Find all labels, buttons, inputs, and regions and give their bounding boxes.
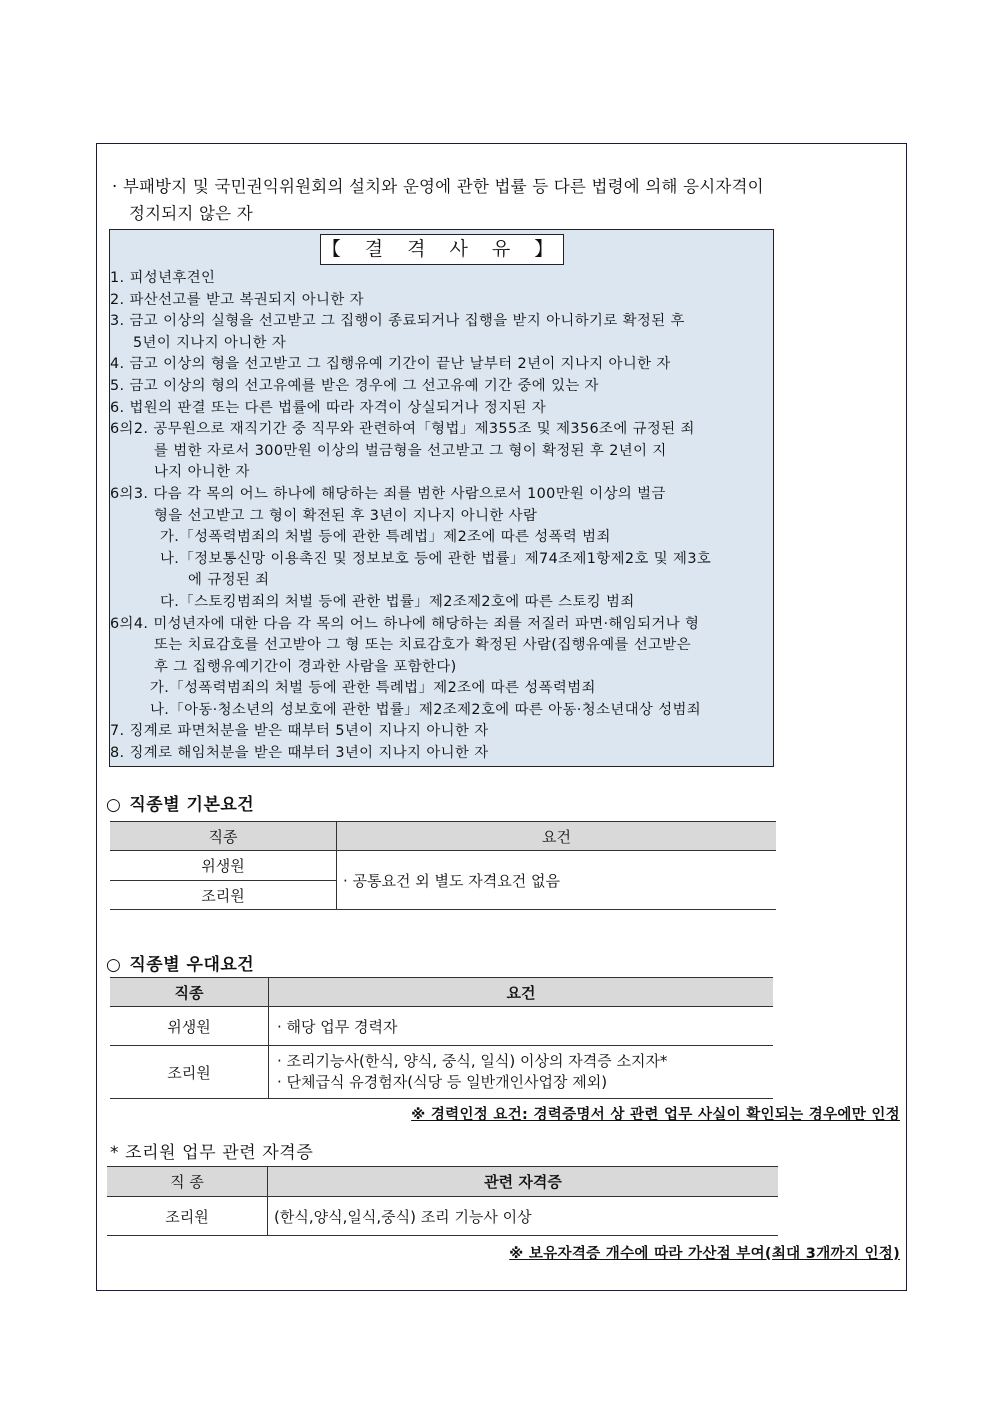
intro-line-1: · 부패방지 및 국민권익위원회의 설치와 운영에 관한 법률 등 다른 법령에 의해 응시자격이	[112, 177, 764, 196]
column-header-requirement: 요건	[337, 822, 777, 851]
eligibility-intro	[112, 173, 902, 227]
list-item: 나.「정보통신망 이용촉진 및 정보보호 등에 관한 법률」제74조제1항제2호 및 제3호	[160, 550, 712, 567]
requirement-line: · 단체급식 유경험자(식당 등 일반개인사업장 제외)	[277, 1073, 608, 1091]
job-cell: 위생원	[110, 1007, 269, 1046]
list-item: 가.「성폭력범죄의 처벌 등에 관한 특례법」제2조에 따른 성폭력 범죄	[160, 529, 611, 546]
column-header-cert: 관련 자격증	[268, 1167, 779, 1197]
list-item: 6의4. 미성년자에 대한 다음 각 목의 어느 하나에 해당하는 죄를 저질러 파면·해임되거나 형	[110, 615, 700, 632]
list-item: 5년이 지나지 아니한 자	[133, 334, 287, 351]
job-cell: 조리원	[110, 881, 337, 910]
list-item: 또는 치료감호를 선고받아 그 형 또는 치료감호가 확정된 사람(집행유예를 선고받은	[154, 637, 692, 654]
requirement-cell	[269, 1046, 774, 1099]
intro-line-2: 정지되지 않은 자	[129, 204, 253, 223]
bonus-note: ※ 보유자격증 개수에 따라 가산점 부여(최대 3개까지 인정)	[509, 1246, 900, 1262]
list-item: 다.「스토킹범죄의 처벌 등에 관한 법률」제2조제2호에 따른 스토킹 범죄	[160, 593, 635, 610]
column-header-requirement: 요건	[269, 978, 774, 1007]
circle-bullet-icon: ○	[106, 795, 122, 815]
list-item: 를 범한 자로서 300만원 이상의 벌금형을 선고받고 그 형이 확정된 후 2년이 지	[154, 442, 667, 459]
section-title: 직종별 기본요건	[129, 795, 255, 815]
cert-table	[107, 1166, 778, 1236]
list-item: 에 규정된 죄	[188, 572, 270, 589]
section-title: 직종별 우대요건	[129, 955, 255, 975]
preferred-requirements-heading	[106, 950, 254, 975]
list-item: 5. 금고 이상의 형의 선고유예를 받은 경우에 그 선고유예 기간 중에 있는 자	[110, 377, 599, 394]
cert-cell: (한식,양식,일식,중식) 조리 기능사 이상	[268, 1197, 779, 1236]
list-item: 후 그 집행유예기간이 경과한 사람을 포함한다)	[154, 658, 457, 675]
job-cell: 조리원	[107, 1197, 268, 1236]
list-item: 6의3. 다음 각 목의 어느 하나에 해당하는 죄를 범한 사람으로서 100만원 이상의 벌금	[110, 485, 666, 502]
basic-requirements-table	[110, 821, 776, 910]
list-item: 8. 징계로 해임처분을 받은 때부터 3년이 지나지 아니한 자	[110, 745, 489, 762]
basic-requirements-heading	[106, 790, 254, 815]
disqualification-list	[110, 268, 773, 765]
column-header-job: 직종	[110, 822, 337, 851]
experience-note: ※ 경력인정 요건: 경력증명서 상 관련 업무 사실이 확인되는 경우에만 인정	[411, 1107, 900, 1123]
requirement-cell: · 해당 업무 경력자	[269, 1007, 774, 1046]
job-cell: 위생원	[110, 851, 337, 881]
preferred-requirements-table	[110, 977, 773, 1099]
circle-bullet-icon: ○	[106, 955, 122, 975]
list-item: 2. 파산선고를 받고 복권되지 아니한 자	[110, 291, 364, 308]
list-item: 3. 금고 이상의 실형을 선고받고 그 집행이 종료되거나 집행을 받지 아니하기로 확정된 후	[110, 313, 685, 330]
column-header-job: 직 종	[107, 1167, 268, 1197]
list-item: 6의2. 공무원으로 재직기간 중 직무와 관련하여「형법」제355조 및 제356조에 규정된 죄	[110, 421, 695, 438]
cert-section-title: * 조리원 업무 관련 자격증	[110, 1143, 314, 1163]
disqualification-box	[109, 229, 774, 767]
list-item: 6. 법원의 판결 또는 다른 법률에 따라 자격이 상실되거나 정지된 자	[110, 399, 547, 416]
column-header-job: 직종	[110, 978, 269, 1007]
list-item: 나.「아동·청소년의 성보호에 관한 법률」제2조제2호에 따른 아동·청소년대상 성범죄	[150, 701, 702, 718]
list-item: 1. 피성년후견인	[110, 270, 216, 286]
list-item: 나지 아니한 자	[154, 464, 250, 481]
list-item: 4. 금고 이상의 형을 선고받고 그 집행유예 기간이 끝난 날부터 2년이 지나지 아니한 자	[110, 356, 671, 373]
list-item: 7. 징계로 파면처분을 받은 때부터 5년이 지나지 아니한 자	[110, 723, 489, 740]
job-cell: 조리원	[110, 1046, 269, 1099]
list-item: 형을 선고받고 그 형이 확전된 후 3년이 지나지 아니한 사람	[154, 507, 538, 524]
requirement-line: · 조리기능사(한식, 양식, 중식, 일식) 이상의 자격증 소지자*	[277, 1052, 668, 1070]
list-item: 가.「성폭력범죄의 처벌 등에 관한 특례법」제2조에 따른 성폭력범죄	[150, 680, 596, 697]
disqualification-title: 【 결 격 사 유 】	[320, 234, 564, 265]
requirement-cell: · 공통요건 외 별도 자격요건 없음	[337, 851, 777, 910]
